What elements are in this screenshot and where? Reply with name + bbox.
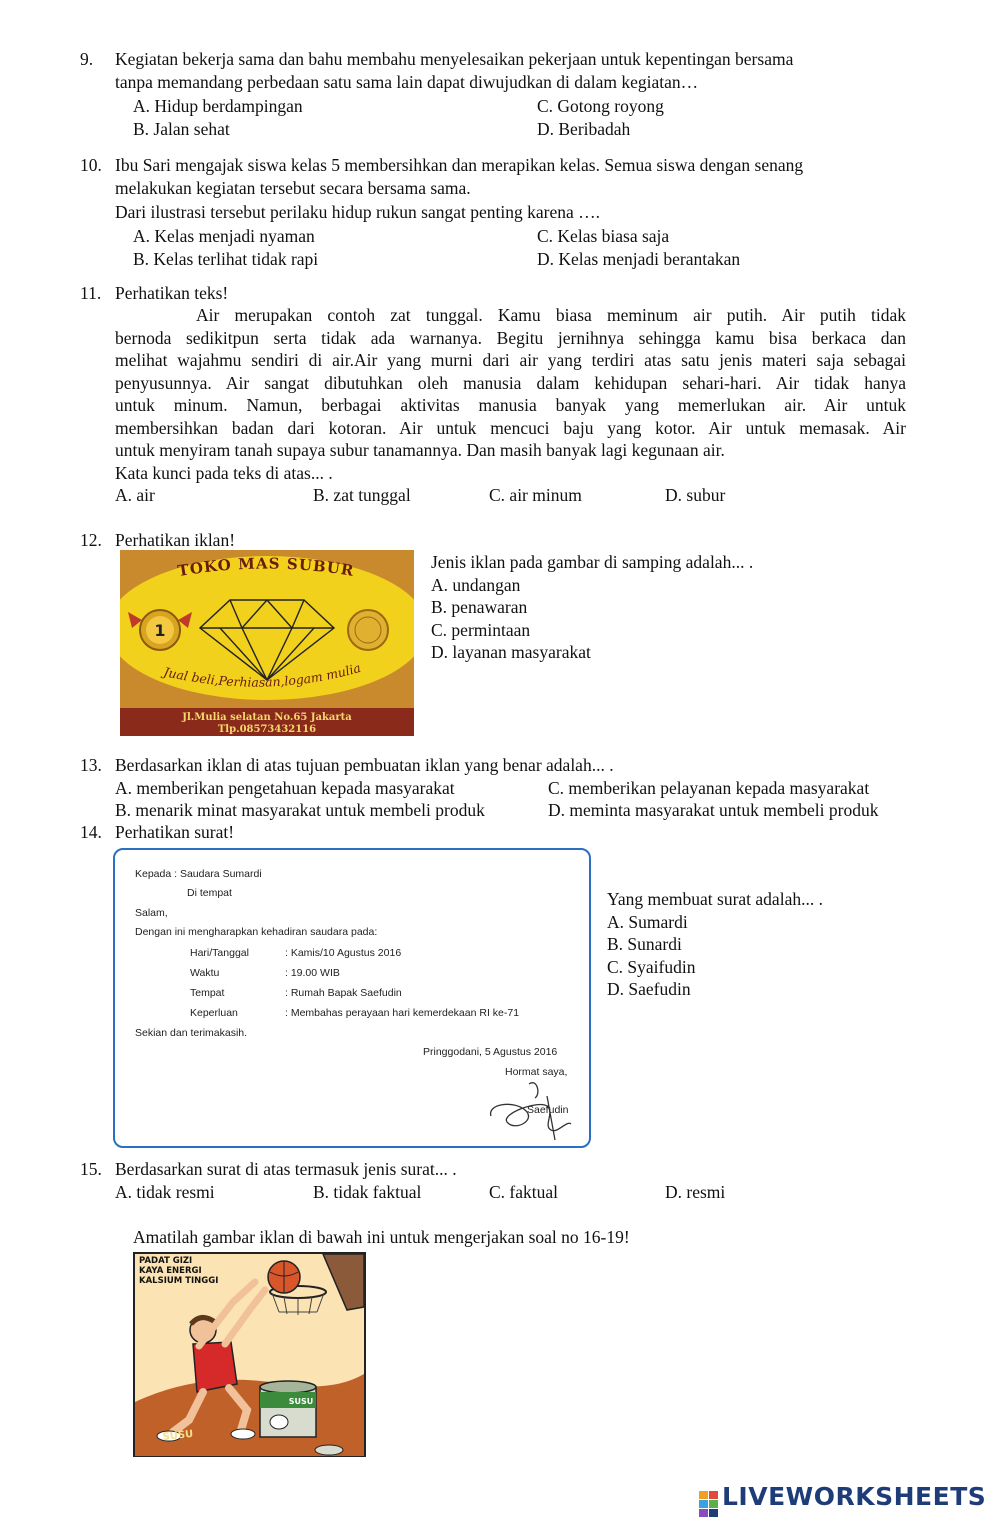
letter-regards: Hormat saya, bbox=[505, 1066, 568, 1078]
q12-question: Jenis iklan pada gambar di samping adalah... . bbox=[431, 552, 754, 572]
q11-text-line: untuk menyiram tanah supaya subur tanamannya. Dan masih banyak lagi kegunaan air. bbox=[115, 440, 725, 460]
letter-row-value: : Kamis/10 Agustus 2016 bbox=[285, 947, 402, 959]
instruction-text: Amatilah gambar iklan di bawah ini untuk mengerjakan soal no 16-19! bbox=[133, 1227, 630, 1247]
letter-row-label: Waktu bbox=[190, 967, 220, 979]
q9-option-b[interactable]: B. Jalan sehat bbox=[133, 119, 230, 139]
letter-place: Di tempat bbox=[187, 887, 232, 899]
liveworksheets-logo-icon bbox=[698, 1488, 720, 1522]
q10-option-b[interactable]: B. Kelas terlihat tidak rapi bbox=[133, 249, 319, 269]
letter-row-label: Keperluan bbox=[190, 1007, 238, 1019]
letter-row-label: Tempat bbox=[190, 987, 225, 999]
milk-can-icon bbox=[260, 1381, 316, 1437]
q14-question: Yang membuat surat adalah... . bbox=[607, 889, 823, 909]
letter-row-value: : Rumah Bapak Saefudin bbox=[285, 987, 402, 999]
q11-option-d[interactable]: D. subur bbox=[665, 485, 726, 505]
liveworksheets-brand[interactable]: LIVEWORKSHEETS bbox=[722, 1482, 987, 1511]
q11-option-a[interactable]: A. air bbox=[115, 485, 155, 505]
q14-prompt: Perhatikan surat! bbox=[115, 822, 235, 842]
q11-text-line: Air merupakan contoh zat tunggal. Kamu biasa meminum air putih. Air putih tidak bbox=[196, 305, 906, 325]
q13-question: Berdasarkan iklan di atas tujuan pembuatan iklan yang benar adalah... . bbox=[115, 755, 614, 775]
comic-caption-line: KAYA ENERGI bbox=[139, 1266, 202, 1276]
q10-option-d[interactable]: D. Kelas menjadi berantakan bbox=[537, 249, 741, 269]
q13-option-a[interactable]: A. memberikan pengetahuan kepada masyarakat bbox=[115, 778, 455, 798]
q9-line2: tanpa memandang perbedaan satu sama lain dapat diwujudkan di dalam kegiatan… bbox=[115, 72, 699, 92]
q10-option-a[interactable]: A. Kelas menjadi nyaman bbox=[133, 226, 315, 246]
q11-option-b[interactable]: B. zat tunggal bbox=[313, 485, 411, 505]
ad-shop-name: TOKO MAS SUBUR bbox=[176, 554, 356, 581]
q9-option-c[interactable]: C. Gotong royong bbox=[537, 96, 664, 116]
q11-question: Kata kunci pada teks di atas... . bbox=[115, 463, 333, 483]
gold-coin-icon bbox=[348, 610, 388, 650]
milk-comic-ad bbox=[133, 1252, 366, 1457]
ad-tagline: Jual beli,Perhiasan,logam mulia bbox=[162, 659, 363, 690]
ad-illustration bbox=[120, 550, 414, 736]
letter-recipient: Kepada : Saudara Sumardi bbox=[135, 868, 262, 880]
q11-number: 11. bbox=[80, 283, 102, 303]
q11-prompt: Perhatikan teks! bbox=[115, 283, 229, 303]
q10-line1: Ibu Sari mengajak siswa kelas 5 membersihkan dan merapikan kelas. Semua siswa dengan senang bbox=[115, 155, 804, 175]
comic-caption-line: KALSIUM TINGGI bbox=[139, 1276, 219, 1286]
q12-option-d[interactable]: D. layanan masyarakat bbox=[431, 642, 591, 662]
q10-line2: melakukan kegiatan tersebut secara bersama sama. bbox=[115, 178, 471, 198]
q15-question: Berdasarkan surat di atas termasuk jenis surat... . bbox=[115, 1159, 457, 1179]
q15-option-b[interactable]: B. tidak faktual bbox=[313, 1182, 422, 1202]
letter-intro: Dengan ini mengharapkan kehadiran saudara pada: bbox=[135, 926, 378, 938]
q15-option-a[interactable]: A. tidak resmi bbox=[115, 1182, 215, 1202]
q10-number: 10. bbox=[80, 155, 102, 175]
q11-text-line: penyusunnya. Air sangat dibutuhkan oleh manusia dalam kehidupan sehari-hari. Air tidak hanya bbox=[115, 373, 906, 393]
q15-number: 15. bbox=[80, 1159, 102, 1179]
q11-text-line: melihat wajahmu sendiri di air.Air yang murni dari air yang terdiri atas satu jenis materi saja sebagai bbox=[115, 350, 906, 370]
invitation-letter bbox=[113, 848, 591, 1148]
q13-option-d[interactable]: D. meminta masyarakat untuk membeli produk bbox=[548, 800, 879, 820]
q10-line3: Dari ilustrasi tersebut perilaku hidup rukun sangat penting karena …. bbox=[115, 202, 601, 222]
ad-address: Jl.Mulia selatan No.65 Jakarta bbox=[182, 712, 352, 723]
q14-option-a[interactable]: A. Sumardi bbox=[607, 912, 688, 932]
q14-option-c[interactable]: C. Syaifudin bbox=[607, 957, 696, 977]
q11-option-c[interactable]: C. air minum bbox=[489, 485, 582, 505]
letter-greeting: Salam, bbox=[135, 907, 168, 919]
comic-caption-line: PADAT GIZI bbox=[139, 1256, 193, 1266]
jewelry-shop-ad bbox=[120, 550, 414, 736]
q13-option-c[interactable]: C. memberikan pelayanan kepada masyarakat bbox=[548, 778, 870, 798]
q9-option-d[interactable]: D. Beribadah bbox=[537, 119, 631, 139]
q14-option-d[interactable]: D. Saefudin bbox=[607, 979, 691, 999]
q14-number: 14. bbox=[80, 822, 102, 842]
q11-text-line: membersihkan badan dari kotoran. Air untuk mencuci baju yang kotor. Air untuk memasak. Air bbox=[115, 418, 906, 438]
q14-option-b[interactable]: B. Sunardi bbox=[607, 934, 682, 954]
letter-row-value: : Membahas perayaan hari kemerdekaan RI ke-71 bbox=[285, 1007, 520, 1019]
q15-option-c[interactable]: C. faktual bbox=[489, 1182, 559, 1202]
q9-option-a[interactable]: A. Hidup berdampingan bbox=[133, 96, 303, 116]
q12-number: 12. bbox=[80, 530, 102, 550]
medal-number: 1 bbox=[154, 621, 166, 640]
q9-line1: Kegiatan bekerja sama dan bahu membahu menyelesaikan pekerjaan untuk kepentingan bersama bbox=[115, 49, 794, 69]
comic-illustration bbox=[133, 1252, 366, 1457]
q13-number: 13. bbox=[80, 755, 102, 775]
ground-label: SUSU bbox=[162, 1428, 194, 1443]
q12-prompt: Perhatikan iklan! bbox=[115, 530, 236, 550]
coin-shape bbox=[315, 1445, 343, 1455]
letter-date: Pringgodani, 5 Agustus 2016 bbox=[423, 1046, 558, 1058]
can-label: SUSU bbox=[288, 1397, 314, 1406]
q12-option-c[interactable]: C. permintaan bbox=[431, 620, 531, 640]
q12-option-a[interactable]: A. undangan bbox=[431, 575, 521, 595]
q11-text-line: bernoda sedikitpun serta tidak ada warnanya. Begitu jernihnya sehingga kamu bisa berkaca dan bbox=[115, 328, 906, 348]
letter-signer: Saefudin bbox=[527, 1104, 569, 1116]
q11-text-line: untuk minum. Namun, berbagai aktivitas manusia banyak yang memerlukan air. Air untuk bbox=[115, 395, 906, 415]
q9-number: 9. bbox=[80, 49, 94, 69]
q12-option-b[interactable]: B. penawaran bbox=[431, 597, 528, 617]
letter-row-value: : 19.00 WIB bbox=[285, 967, 340, 979]
letter-closing: Sekian dan terimakasih. bbox=[135, 1027, 248, 1039]
q13-option-b[interactable]: B. menarik minat masyarakat untuk membeli produk bbox=[115, 800, 485, 820]
q15-option-d[interactable]: D. resmi bbox=[665, 1182, 726, 1202]
ad-phone: Tlp.08573432116 bbox=[217, 724, 317, 735]
letter-row-label: Hari/Tanggal bbox=[190, 947, 249, 959]
q10-option-c[interactable]: C. Kelas biasa saja bbox=[537, 226, 670, 246]
